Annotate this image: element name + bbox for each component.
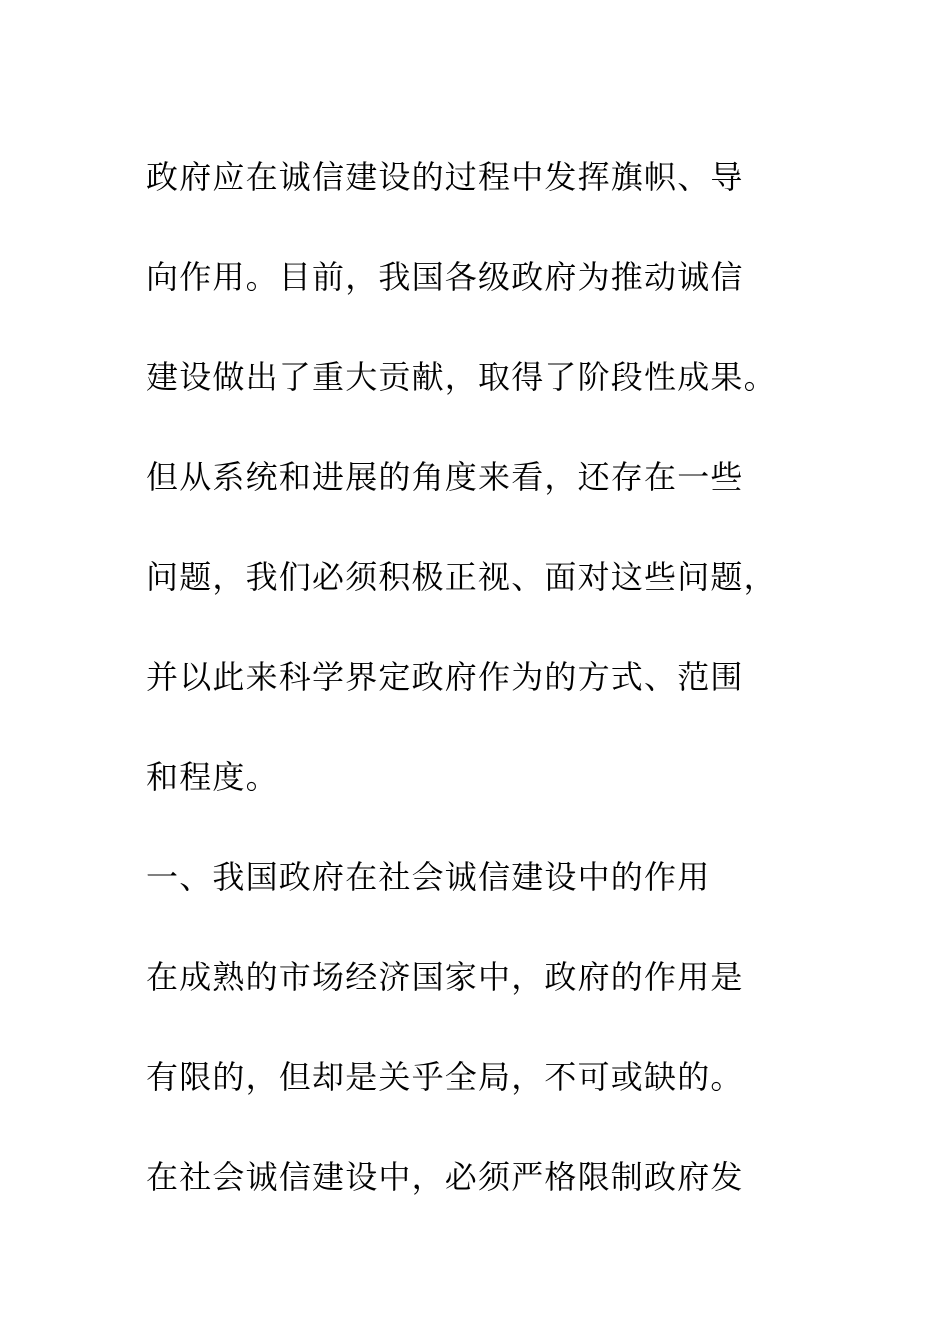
text-line: 在社会诚信建设中，必须严格限制政府发 [146, 1158, 744, 1196]
text-line: 在成熟的市场经济国家中，政府的作用是 [146, 958, 744, 996]
text-line: 并以此来科学界定政府作为的方式、范围 [146, 658, 744, 696]
text-line: 但从系统和进展的角度来看，还存在一些 [146, 458, 744, 496]
body-text [146, 127, 826, 1227]
text-line: 建设做出了重大贡献，取得了阶段性成果。 [146, 358, 777, 396]
text-line: 问题，我们必须积极正视、面对这些问题， [146, 558, 777, 596]
section-heading: 一、我国政府在社会诚信建设中的作用 [146, 858, 711, 896]
text-line: 向作用。目前，我国各级政府为推动诚信 [146, 258, 744, 296]
text-line: 和程度。 [146, 758, 279, 796]
text-line: 有限的，但却是关乎全局，不可或缺的。 [146, 1058, 744, 1096]
text-line: 政府应在诚信建设的过程中发挥旗帜、导 [146, 158, 744, 196]
